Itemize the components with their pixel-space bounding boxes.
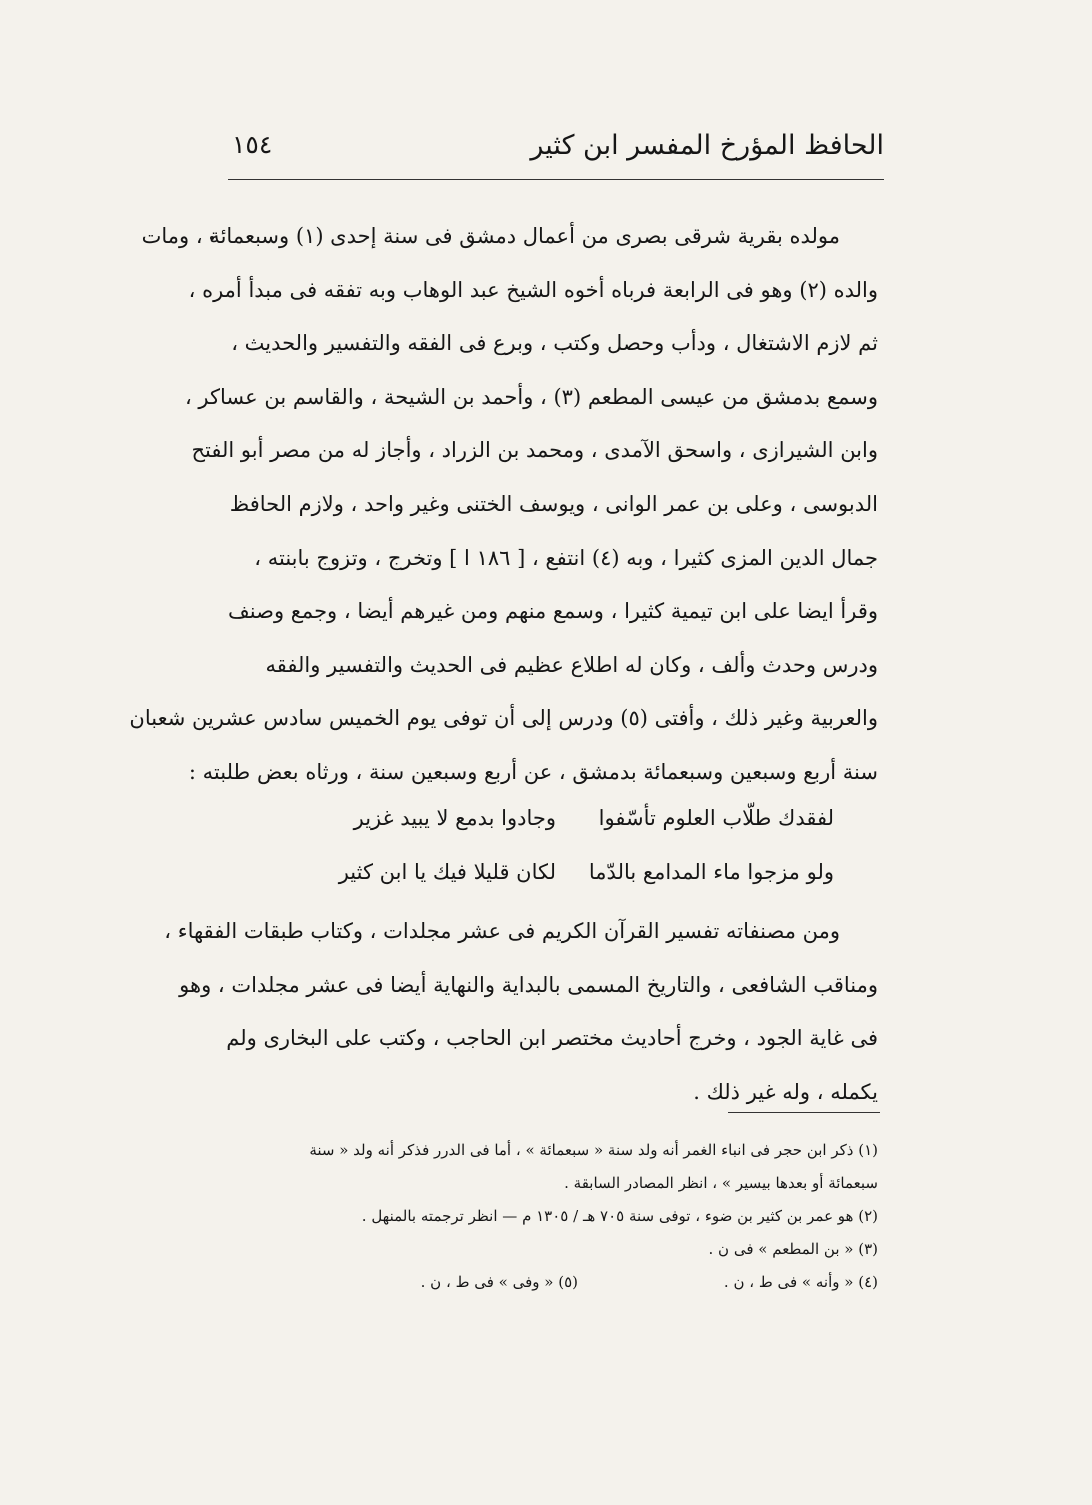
verse-first-hemistich: ولو مزجوا ماء المدامع بالدّما [588, 860, 834, 884]
text-line: مولده بقرية شرقى بصرى من أعمال دمشق فى سنة إحدى (١) وسبعمائة ، ومات [141, 224, 840, 248]
text-line: فى غاية الجود ، وخرج أحاديث مختصر ابن الحاجب ، وكتب على البخارى ولم [226, 1026, 878, 1051]
text-line: يكمله ، وله غير ذلك . [693, 1079, 878, 1104]
text-line: والده (٢) وهو فى الرابعة فرباه أخوه الشيخ عبد الوهاب وبه تفقه فى مبدأ أمره ، [188, 277, 878, 302]
text-line: جمال الدين المزى كثيرا ، وبه (٤) انتفع ، [ ١٨٦ ا ] وتخرج ، وتزوج بابنته ، [254, 545, 878, 570]
footnote-1: (١) ذكر ابن حجر فى انباء الغمر أنه ولد سنة « سبعمائة » ، أما فى الدرر فذكر أنه ولد « سنة [309, 1141, 878, 1159]
footnote-2: (٢) هو عمر بن كثير بن ضوء ، توفى سنة ٧٠٥ هـ / ١٣٠٥ م — انظر ترجمته بالمنهل . [361, 1207, 878, 1225]
page-number: ١٥٤ [232, 130, 273, 159]
text-line: والعربية وغير ذلك ، وأفتى (٥) ودرس إلى أن توفى يوم الخميس سادس عشرين شعبان [129, 706, 878, 731]
footnote-rule [728, 1112, 880, 1113]
footnote-4: (٤) « وأنه » فى ط ، ن . [723, 1273, 878, 1291]
footnote-1-continued: سبعمائة أو بعدها بيسير » ، انظر المصادر السابقة . [564, 1174, 878, 1192]
text-line: سنة أربع وسبعين وسبعمائة بدمشق ، عن أربع وسبعين سنة ، ورثاه بعض طلبته : [188, 759, 878, 784]
text-line: وسمع بدمشق من عيسى المطعم (٣) ، وأحمد بن الشيحة ، والقاسم بن عساكر ، [184, 384, 878, 409]
running-title: الحافظ المؤرخ المفسر ابن كثير [530, 130, 884, 161]
footnote-5: (٥) « وفى » فى ط ، ن . [420, 1273, 578, 1291]
text-line: ودرس وحدث وألف ، وكان له اطلاع عظيم فى الحديث والتفسير والفقه [265, 652, 878, 677]
page-header [228, 122, 884, 180]
footnote-3: (٣) « بن المطعم » فى ن . [708, 1240, 878, 1258]
verse-second-hemistich: لكان قليلا فيك يا ابن كثير [338, 860, 556, 884]
text-line: ومن مصنفاته تفسير القرآن الكريم فى عشر مجلدات ، وكتاب طبقات الفقهاء ، [164, 919, 840, 943]
header-rule [228, 179, 884, 180]
footnotes [236, 1134, 878, 1299]
verse-second-hemistich: وجادوا بدمع لا يبيد غزير [353, 806, 556, 830]
verse-first-hemistich: لفقدك طلّاب العلوم تأسّفوا [598, 806, 834, 830]
footnote-row [236, 1266, 878, 1299]
text-line: وابن الشيرازى ، واسحق الآمدى ، ومحمد بن الزراد ، وأجاز له من مصر أبو الفتح [191, 438, 878, 463]
closing-text [164, 905, 878, 1119]
text-line: ومناقب الشافعى ، والتاريخ المسمى بالبداية والنهاية أيضا فى عشر مجلدات ، وهو [179, 972, 878, 997]
text-line: وقرأ ايضا على ابن تيمية كثيرا ، وسمع منهم ومن غيرهم أيضا ، وجمع وصنف [228, 599, 878, 624]
text-line: الدبوسى ، وعلى بن عمر الوانى ، ويوسف الختنى وغير واحد ، ولازم الحافظ [229, 491, 878, 516]
poem-verse [236, 854, 878, 904]
main-text [129, 210, 878, 800]
poem-verse [236, 800, 878, 850]
text-line: ثم لازم الاشتغال ، ودأب وحصل وكتب ، وبرع فى الفقه والتفسير والحديث ، [231, 331, 878, 356]
